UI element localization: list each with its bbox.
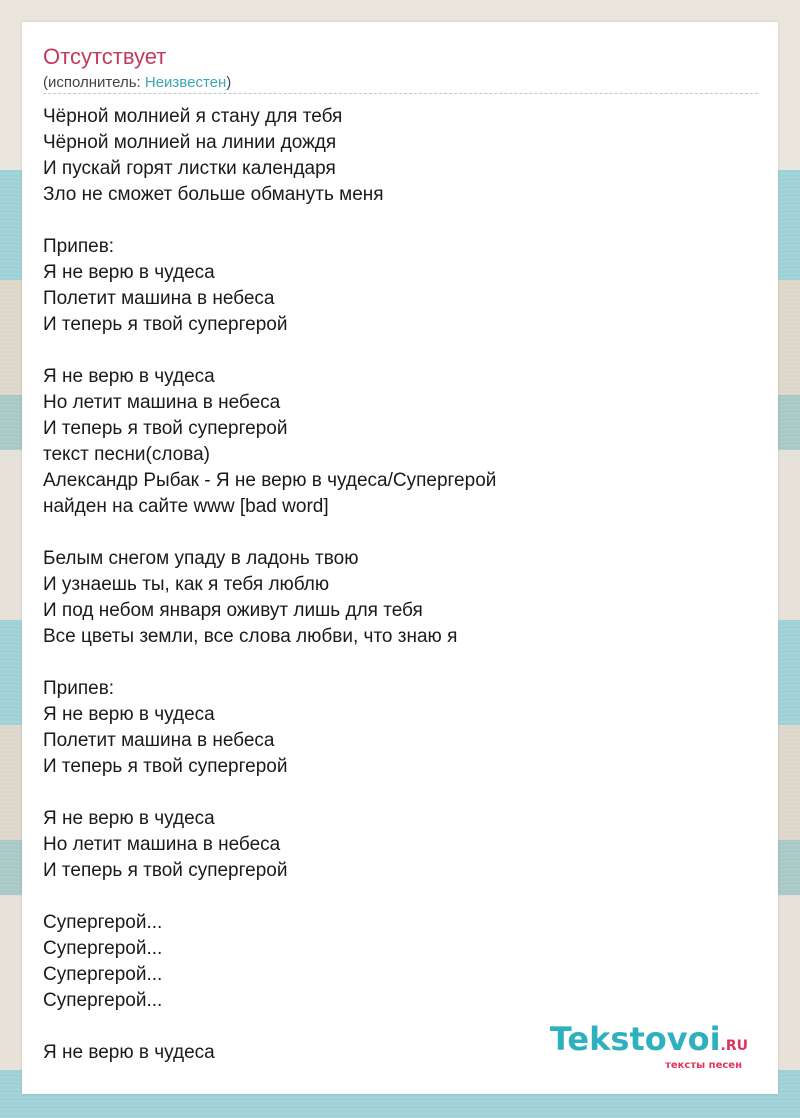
lyric-line: Супергерой...	[43, 964, 163, 985]
lyric-line	[43, 338, 758, 364]
lyric-line: Чёрной молнией я стану для тебя	[43, 106, 343, 127]
lyrics-sheet	[22, 22, 778, 1094]
lyric-line: Но летит машина в небеса	[43, 392, 281, 413]
logo-tagline: тексты песен	[665, 1060, 742, 1071]
artist-prefix: (исполнитель:	[43, 74, 145, 91]
lyric-line: текст песни(слова)	[43, 444, 210, 465]
lyric-line: Александр Рыбак - Я не верю в чудеса/Супергерой	[43, 470, 497, 491]
lyric-line: Полетит машина в небеса	[43, 288, 275, 309]
lyrics-body	[43, 104, 758, 1066]
lyric-line: И теперь я твой супергерой	[43, 756, 288, 777]
artist-name-link[interactable]: Неизвестен	[144, 74, 227, 91]
logo-wordmark	[550, 1022, 748, 1063]
lyric-line: Супергерой...	[43, 990, 163, 1011]
lyric-line: И узнаешь ты, как я тебя люблю	[43, 574, 330, 595]
lyric-line: Я не верю в чудеса	[43, 808, 215, 829]
lyric-line: найден на сайте www [bad word]	[43, 496, 329, 517]
lyric-line: Супергерой...	[43, 912, 163, 933]
lyric-line: И теперь я твой супергерой	[43, 314, 288, 335]
lyric-line: Я не верю в чудеса	[43, 262, 215, 283]
lyric-line	[43, 884, 758, 910]
lyric-line: Зло не сможет больше обмануть меня	[43, 184, 384, 205]
lyric-line: Но летит машина в небеса	[43, 834, 281, 855]
artist-suffix: )	[226, 74, 232, 91]
lyric-line	[43, 520, 758, 546]
logo-domain-suffix: .RU	[720, 1038, 748, 1054]
site-logo[interactable]	[550, 1022, 748, 1071]
lyric-line: Супергерой...	[43, 938, 163, 959]
lyric-line: Все цветы земли, все слова любви, что знаю я	[43, 626, 458, 647]
lyric-line	[43, 780, 758, 806]
lyric-line	[43, 208, 758, 234]
lyric-line: И теперь я твой супергерой	[43, 860, 288, 881]
lyric-line: И пускай горят листки календаря	[43, 158, 336, 179]
lyric-line: Полетит машина в небеса	[43, 730, 275, 751]
lyric-line: И под небом января оживут лишь для тебя	[43, 600, 423, 621]
lyric-line: Припев:	[43, 236, 115, 257]
lyric-line: Белым снегом упаду в ладонь твою	[43, 548, 359, 569]
song-title: Отсутствует	[43, 44, 167, 69]
lyric-line: Я не верю в чудеса	[43, 1042, 215, 1063]
artist-line	[43, 74, 231, 91]
lyric-line: Я не верю в чудеса	[43, 704, 215, 725]
lyric-line: Я не верю в чудеса	[43, 366, 215, 387]
lyric-line	[43, 650, 758, 676]
lyric-line: Припев:	[43, 678, 115, 699]
lyric-line: И теперь я твой супергерой	[43, 418, 288, 439]
logo-main-text: Tekstovoi	[549, 1020, 721, 1058]
lyric-line: Чёрной молнией на линии дождя	[43, 132, 337, 153]
title-divider	[43, 93, 758, 94]
